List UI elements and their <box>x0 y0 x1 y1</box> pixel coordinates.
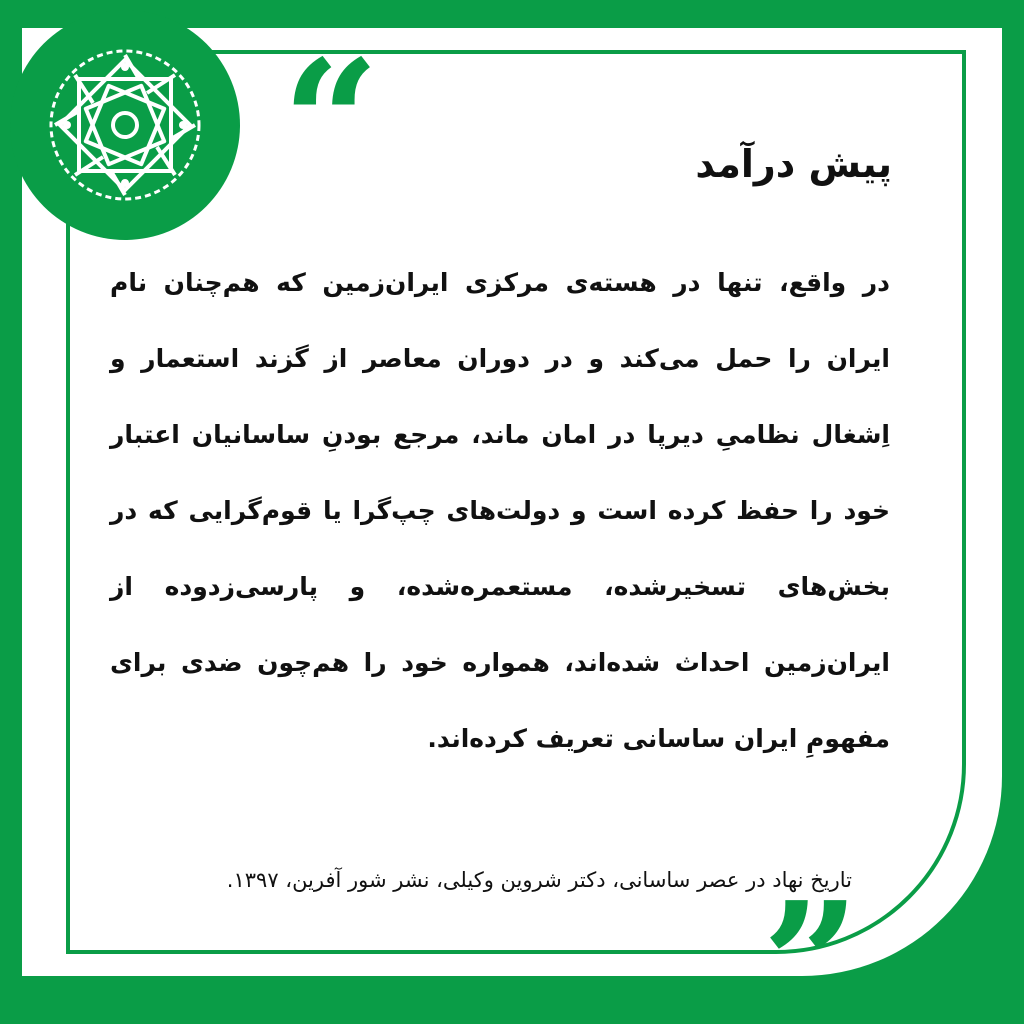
page-title: پیش درآمد <box>695 142 892 186</box>
quote-body-text: در واقع، تنها در هسته‌ی مرکزی ایران‌زمین که هم‌چنان نام ایران را حمل می‌کند و در دوران معاصر از گزند استعمار و اِشغال نظامیِ دیرپا در امان ماند، مرجع بودنِ ساسانیان اعتبار خود را حفظ کرده است و دولت‌های چپ‌گرا یا قوم‌گرایی که در بخش‌های تسخیرشده، مستعمره‌شده، و پارسی‌زدوده از ایران‌زمین احداث شده‌اند، همواره خود را هم‌چون ضدی برای مفهومِ ایران ساسانی تعریف کرده‌اند. <box>110 268 890 753</box>
logo-badge <box>10 10 240 240</box>
geometric-star-emblem-icon <box>45 45 205 205</box>
close-quote-mark: ” <box>762 865 860 1024</box>
source-citation: تاریخ نهاد در عصر ساسانی، دکتر شروین وکیلی، نشر شور آفرین، ۱۳۹۷. <box>226 868 852 892</box>
open-quote-mark: “ <box>282 23 380 223</box>
